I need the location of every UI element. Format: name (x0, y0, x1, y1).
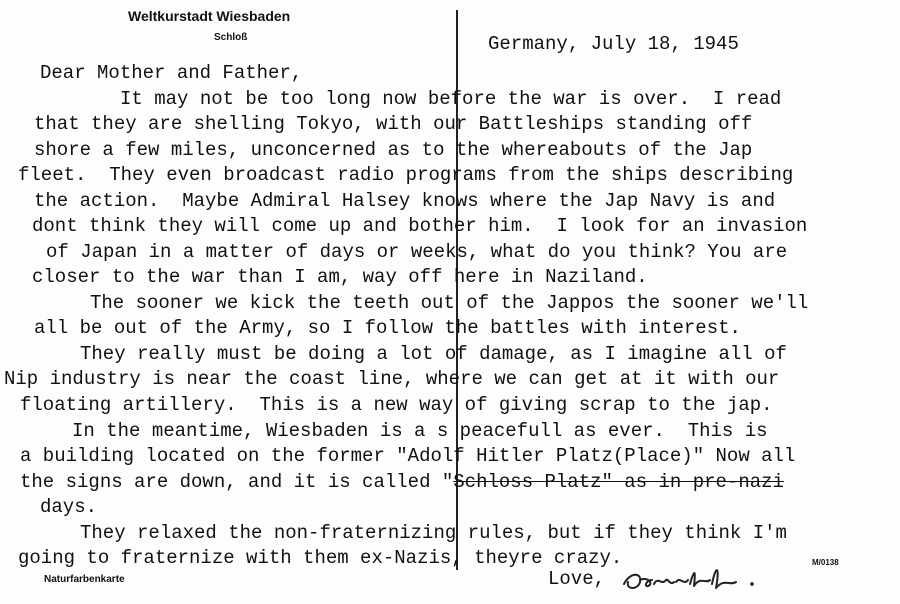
letter-line-text: the signs are down, and it is called " (20, 471, 454, 493)
letter-line: They really must be doing a lot of damage, as I imagine all of (80, 343, 787, 365)
letter-line: fleet. They even broadcast radio programs from the ships describing (18, 164, 794, 186)
letter-line: It may not be too long now before the war is over. I read (120, 88, 782, 110)
letter-line: that they are shelling Tokyo, with our Battleships standing off (34, 113, 753, 135)
letter-line: dont think they will come up and bother him. I look for an invasion (32, 215, 808, 237)
handwritten-signature (618, 562, 768, 596)
letter-line: going to fraternize with them ex-Nazis, theyre crazy. (18, 547, 623, 569)
header-subtitle: Schloß (214, 32, 248, 43)
letter-line: days. (40, 496, 98, 518)
letter-line: Nip industry is near the coast line, where we can get at it with our (4, 368, 780, 390)
letter-line: They relaxed the non-fraternizing rules, but if they think I'm (80, 522, 787, 544)
letter-date: Germany, July 18, 1945 (488, 33, 739, 55)
card-type-label: Naturfarbenkarte (44, 574, 125, 585)
salutation: Dear Mother and Father, (40, 62, 303, 84)
letter-line: The sooner we kick the teeth out of the Jappos the sooner we'll (90, 292, 809, 314)
letter-line: closer to the war than I am, way off here in Naziland. (32, 266, 648, 288)
letter-line: the action. Maybe Admiral Halsey knows where the Jap Navy is and (34, 190, 776, 212)
struck-text: Schloss Platz" as in pre-nazi (453, 471, 784, 493)
closing: Love, (548, 568, 606, 590)
letter-line: a building located on the former "Adolf Hitler Platz(Place)" Now all (20, 445, 796, 467)
letter-line: all be out of the Army, so I follow the battles with interest. (34, 317, 741, 339)
letter-line: shore a few miles, unconcerned as to the whereabouts of the Jap (34, 139, 753, 161)
header-city: Weltkurstadt Wiesbaden (128, 8, 291, 24)
letter-line: of Japan in a matter of days or weeks, what do you think? You are (46, 241, 788, 263)
letter-line: In the meantime, Wiesbaden is a s peacefull as ever. This is (72, 420, 768, 442)
letter-line: floating artillery. This is a new way of giving scrap to the jap. (20, 394, 773, 416)
card-code: M/0138 (812, 558, 839, 567)
letter-line (20, 471, 784, 493)
